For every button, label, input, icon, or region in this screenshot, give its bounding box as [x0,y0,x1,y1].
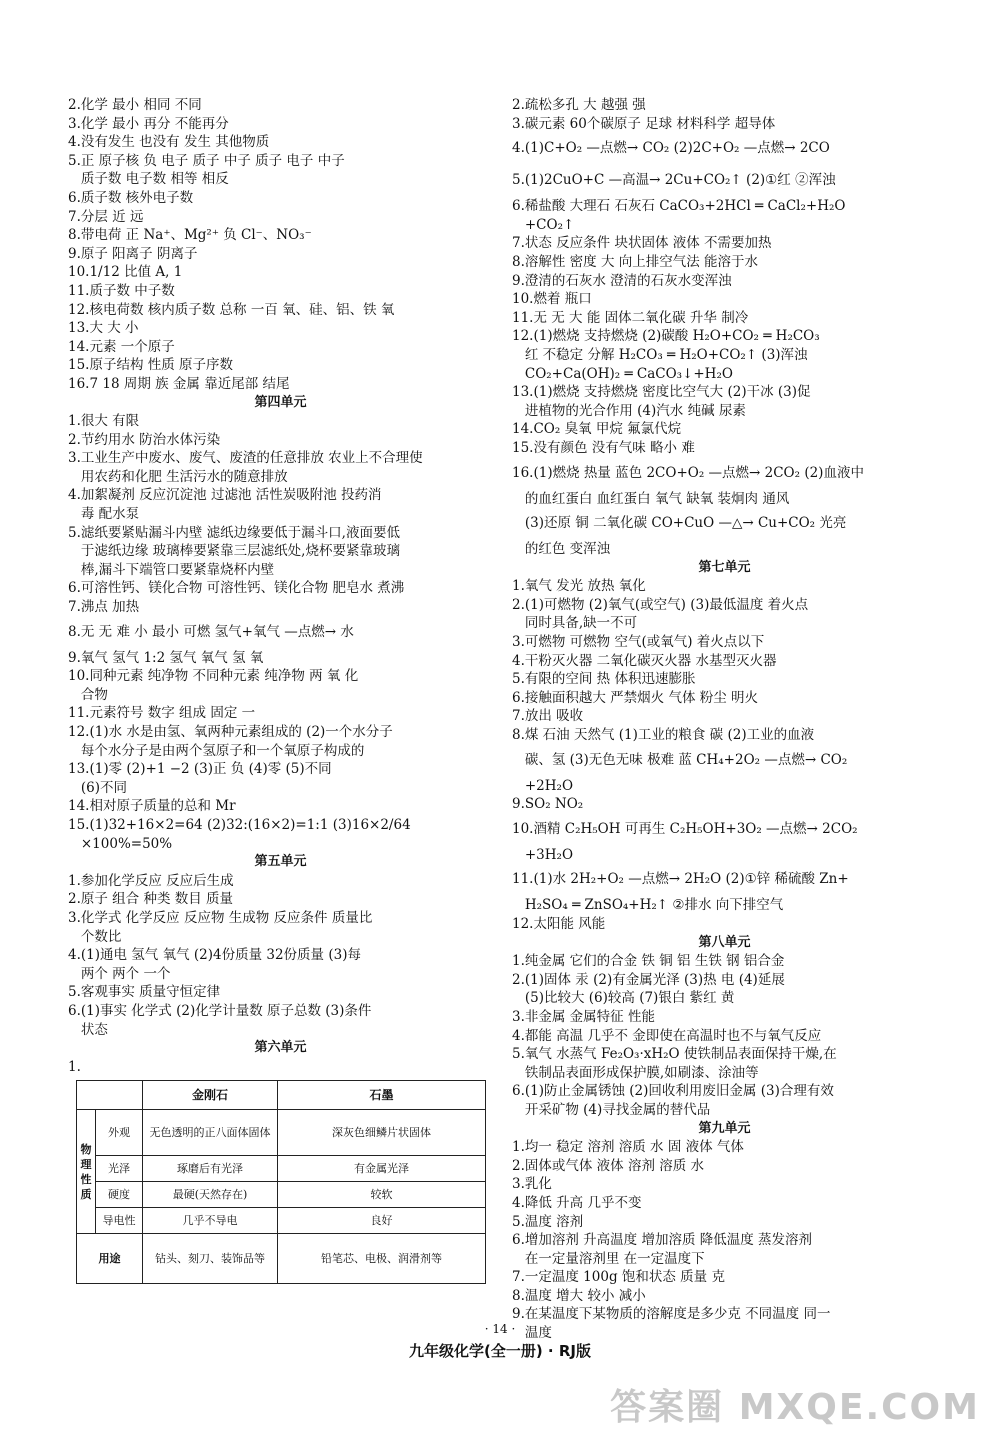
graphite-cell: 有金属光泽 [278,1156,486,1182]
answer-line: 11.元素符号 数字 组成 固定 一 [68,705,256,722]
prop-cell: 光泽 [96,1156,143,1182]
answer-line: 7.放出 吸收 [512,708,584,725]
answer-line: 5.有限的空间 热 体积迅速膨胀 [512,671,696,688]
answer-line: 16.7 18 周期 族 金属 靠近尾部 结尾 [68,375,290,392]
answer-line: 9.在某温度下某物质的溶解度是多少克 不同温度 同一 [512,1306,831,1323]
answer-line: 于滤纸边缘 玻璃棒要紧靠三层滤纸处,烧杯要紧靠玻璃 [68,543,400,560]
answer-line: 3.乳化 [512,1176,552,1193]
left-column [68,96,493,1284]
answer-line: 2.化学 最小 相同 不同 [68,97,202,113]
unit-heading: 第八单元 [698,934,751,950]
answer-line: 用农药和化肥 生活污水的随意排放 [68,468,288,485]
answer-line: 9.氧气 氢气 1:2 氢气 氧气 氢 氧 [68,649,264,666]
answer-line: 5.正 原子核 负 电子 质子 中子 质子 电子 中子 [68,152,345,169]
answer-line: 个数比 [68,928,122,945]
table-header-diamond: 金刚石 [143,1081,278,1110]
answer-line: 进植物的光合作用 (4)汽水 纯碱 尿素 [512,402,746,419]
answer-line: CO₂+Ca(OH)₂ ═ CaCO₃↓+H₂O [512,365,733,382]
right-column [512,96,937,1343]
prop-cell: 硬度 [96,1182,143,1208]
answer-line: 5.客观事实 质量守恒定律 [68,984,221,1001]
answer-line: 8.无 无 难 小 最小 可燃 氢气+氧气 —点燃→ 水 [68,623,354,640]
answer-line: 同时具备,缺一不可 [512,615,638,632]
answer-line: 10.燃着 瓶口 [512,291,592,308]
answer-line: 8.温度 增大 较小 减小 [512,1287,646,1304]
answer-line: 4.(1)通电 氢气 氧气 (2)4份质量 32份质量 (3)每 [68,947,361,964]
answer-line: 2.原子 组合 种类 数目 质量 [68,891,234,908]
answer-line: 5.滤纸要紧贴漏斗内壁 滤纸边缘要低于漏斗口,液面要低 [68,524,400,541]
answer-line: 11.质子数 中子数 [68,282,175,299]
answer-line: 10.1/12 比值 A, 1 [68,264,183,281]
answer-line: 1.氧气 发光 放热 氧化 [512,578,646,595]
answer-line: 15.(1)32+16×2=64 (2)32:(16×2)=1:1 (3)16×2/64 [68,816,411,833]
unit-heading: 第五单元 [254,854,307,870]
graphite-cell: 较软 [278,1182,486,1208]
answer-line: 1.纯金属 它们的合金 铁 铜 铝 生铁 钢 铝合金 [512,953,785,970]
diamond-cell: 无色透明的正八面体固体 [143,1110,278,1156]
answer-line: 4.(1)C+O₂ —点燃→ CO₂ (2)2C+O₂ —点燃→ 2CO [512,140,830,157]
carbon-comparison-table [76,1080,486,1284]
answer-line: 棒,漏斗下端管口要紧靠烧杯内壁 [68,561,275,578]
diamond-cell: 几乎不导电 [143,1208,278,1234]
answer-line: 14.元素 一个原子 [68,338,175,355]
answer-line: 5.氧气 水蒸气 Fe₂O₃·xH₂O 使铁制品表面保持干燥,在 [512,1046,837,1063]
answer-line: 8.煤 石油 天然气 (1)工业的粮食 碳 (2)工业的血液 [512,727,815,744]
book-title: 九年级化学(全一册) · RJ版 [409,1342,591,1360]
answer-line: 6.(1)防止金属锈蚀 (2)回收利用废旧金属 (3)合理有效 [512,1083,834,1100]
answer-line: 4.降低 升高 几乎不变 [512,1194,642,1211]
answer-line: 合物 [68,686,108,703]
answer-line: 12.太阳能 风能 [512,916,606,932]
prop-cell: 外观 [96,1110,143,1156]
answer-line: 在一定量溶剂里 在一定温度下 [512,1250,705,1267]
answer-line: 每个水分子是由两个氢原子和一个氧原子构成的 [68,742,365,759]
table-row [77,1182,486,1208]
answer-line: 9.SO₂ NO₂ [512,796,584,813]
answer-line: 14.CO₂ 臭氧 甲烷 氟氯代烷 [512,421,682,438]
answer-line: 1.很大 有限 [68,413,140,430]
answer-line: 8.带电荷 正 Na⁺、Mg²⁺ 负 Cl⁻、NO₃⁻ [68,227,312,244]
answer-line: 红 不稳定 分解 H₂CO₃ ═ H₂O+CO₂↑ (3)浑浊 [512,346,808,363]
answer-line: 1.均一 稳定 溶剂 溶质 水 固 液体 气体 [512,1139,744,1156]
answer-line: +CO₂↑ [512,216,575,233]
answer-line: 1.参加化学反应 反应后生成 [68,872,234,889]
answer-line: 7.分层 近 远 [68,208,144,225]
answer-line: 1. [68,1058,81,1075]
answer-line: 11.无 无 大 能 固体二氧化碳 升华 制冷 [512,309,749,326]
answer-line: H₂SO₄ ═ ZnSO₄+H₂↑ ②排水 向下排空气 [512,897,784,914]
answer-line: 13.大 大 小 [68,320,139,337]
diamond-cell: 最硬(天然存在) [143,1182,278,1208]
answer-line: +3H₂O [512,846,574,863]
answer-line: 温度 [512,1325,552,1342]
answer-line: 7.状态 反应条件 块状固体 液体 不需要加热 [512,235,772,252]
answer-line: 13.(1)燃烧 支持燃烧 密度比空气大 (2)干冰 (3)促 [512,384,811,401]
answer-line: 9.原子 阳离子 阴离子 [68,245,198,262]
answer-line: 6.可溶性钙、镁化合物 可溶性钙、镁化合物 肥皂水 煮沸 [68,580,405,597]
graphite-use-cell: 铅笔芯、电极、润滑剂等 [278,1234,486,1284]
answer-line: 5.温度 溶剂 [512,1213,584,1230]
answer-line: 3.工业生产中废水、废气、废渣的任意排放 农业上不合理使 [68,450,423,467]
answer-line: 10.同种元素 纯净物 不同种元素 纯净物 两 氧 化 [68,668,359,685]
answer-line: 6.增加溶剂 升高温度 增加溶质 降低温度 蒸发溶剂 [512,1232,813,1249]
answer-line: 7.沸点 加热 [68,599,140,616]
answer-line: 2.(1)可燃物 (2)氧气(或空气) (3)最低温度 着火点 [512,596,809,613]
answer-line: 4.干粉灭火器 二氧化碳灭火器 水基型灭火器 [512,652,777,669]
answer-line: 铁制品表面形成保护膜,如刷漆、涂油等 [512,1064,759,1081]
answer-line: 10.酒精 C₂H₅OH 可再生 C₂H₅OH+3O₂ —点燃→ 2CO₂ [512,820,858,837]
answer-line: (5)比较大 (6)较高 (7)银白 紫红 黄 [512,990,735,1007]
answer-line: 的血红蛋白 血红蛋白 氧气 缺氧 装炯肉 通风 [512,490,790,507]
answer-line: 6.接触面积越大 严禁烟火 气体 粉尘 明火 [512,689,759,706]
answer-line: 7.一定温度 100g 饱和状态 质量 克 [512,1269,725,1286]
answer-line: (6)不同 [68,779,127,796]
answer-line: 8.溶解性 密度 大 向上排空气法 能溶于水 [512,253,759,270]
table-header-row [77,1081,486,1110]
answer-line: 13.(1)零 (2)+1 −2 (3)正 负 (4)零 (5)不同 [68,761,332,778]
answer-line: 6.稀盐酸 大理石 石灰石 CaCO₃+2HCl ═ CaCl₂+H₂O [512,198,846,215]
answer-line: 14.相对原子质量的总和 Mr [68,798,236,815]
answer-line: 12.核电荷数 核内质子数 总称 一百 氧、硅、铝、铁 氧 [68,301,395,318]
answer-line: 4.没有发生 也没有 发生 其他物质 [68,134,270,151]
answer-line: +2H₂O [512,777,574,794]
answer-line: 开采矿物 (4)寻找金属的替代品 [512,1101,711,1118]
answer-line: 3.可燃物 可燃物 空气(或氧气) 着火点以下 [512,634,765,651]
answer-line: 碳、氢 (3)无色无味 极难 蓝 CH₄+2O₂ —点燃→ CO₂ [512,751,848,768]
table-row [77,1208,486,1234]
answer-line: 4.都能 高温 几乎不 金即使在高温时也不与氧气反应 [512,1027,822,1044]
unit-heading: 第七单元 [698,559,751,575]
answer-line: 4.加絮凝剂 反应沉淀池 过滤池 活性炭吸附池 投药消 [68,487,382,504]
answer-line: 5.(1)2CuO+C —高温→ 2Cu+CO₂↑ (2)①红 ②浑浊 [512,172,836,189]
table-corner [77,1081,143,1110]
page-number: · 14 · [484,1322,516,1336]
watermark: 答案圈 MXQE.COM [610,1387,980,1428]
group-label: 物理性质 [77,1110,96,1234]
answer-line: (3)还原 铜 二氧化碳 CO+CuO —△→ Cu+CO₂ 光亮 [512,515,847,532]
answer-line: 2.节约用水 防治水体污染 [68,431,221,448]
prop-cell: 导电性 [96,1208,143,1234]
unit-heading: 第四单元 [254,394,307,410]
answer-line: 3.非金属 金属特征 性能 [512,1008,655,1025]
answer-line: 12.(1)水 水是由氢、氧两种元素组成的 (2)一个水分子 [68,724,393,740]
diamond-cell: 琢磨后有光泽 [143,1156,278,1182]
answer-line: 15.原子结构 性质 原子序数 [68,357,234,374]
table-header-graphite: 石墨 [278,1081,486,1110]
answer-line: 质子数 电子数 相等 相反 [68,171,229,188]
table-row [77,1110,486,1156]
answer-line: 6.质子数 核外电子数 [68,189,194,206]
answer-line: ×100%=50% [68,835,173,852]
answer-line: 状态 [68,1021,108,1038]
answer-line: 的红色 变浑浊 [512,541,611,558]
answer-line: 16.(1)燃烧 热量 蓝色 2CO+O₂ —点燃→ 2CO₂ (2)血液中 [512,464,864,481]
answer-line: 11.(1)水 2H₂+O₂ —点燃→ 2H₂O (2)①锌 稀硫酸 Zn+ [512,871,849,888]
answer-line: 3.碳元素 60个碳原子 足球 材料科学 超导体 [512,115,776,132]
answer-line: 2.疏松多孔 大 越强 强 [512,97,646,113]
graphite-cell: 良好 [278,1208,486,1234]
table-row [77,1234,486,1284]
unit-heading: 第九单元 [698,1120,751,1136]
answer-line: 6.(1)事实 化学式 (2)化学计量数 原子总数 (3)条件 [68,1002,372,1019]
answer-line: 15.没有颜色 没有气味 略小 难 [512,439,695,456]
use-label: 用途 [77,1234,143,1284]
answer-line: 9.澄清的石灰水 澄清的石灰水变浑浊 [512,272,732,289]
answer-line: 两个 两个 一个 [68,965,171,982]
unit-heading: 第六单元 [254,1040,307,1056]
answer-line: 3.化学 最小 再分 不能再分 [68,115,229,132]
graphite-cell: 深灰色细鳞片状固体 [278,1110,486,1156]
table-row [77,1156,486,1182]
answer-line: 毒 配水泵 [68,506,140,523]
answer-line: 2.固体或气体 液体 溶剂 溶质 水 [512,1157,705,1174]
diamond-use-cell: 钻头、刻刀、装饰品等 [143,1234,278,1284]
answer-line: 3.化学式 化学反应 反应物 生成物 反应条件 质量比 [68,909,373,926]
answer-line: 12.(1)燃烧 支持燃烧 (2)碳酸 H₂O+CO₂ ═ H₂CO₃ [512,328,820,345]
answer-line: 2.(1)固体 汞 (2)有金属光泽 (3)热 电 (4)延展 [512,971,785,988]
